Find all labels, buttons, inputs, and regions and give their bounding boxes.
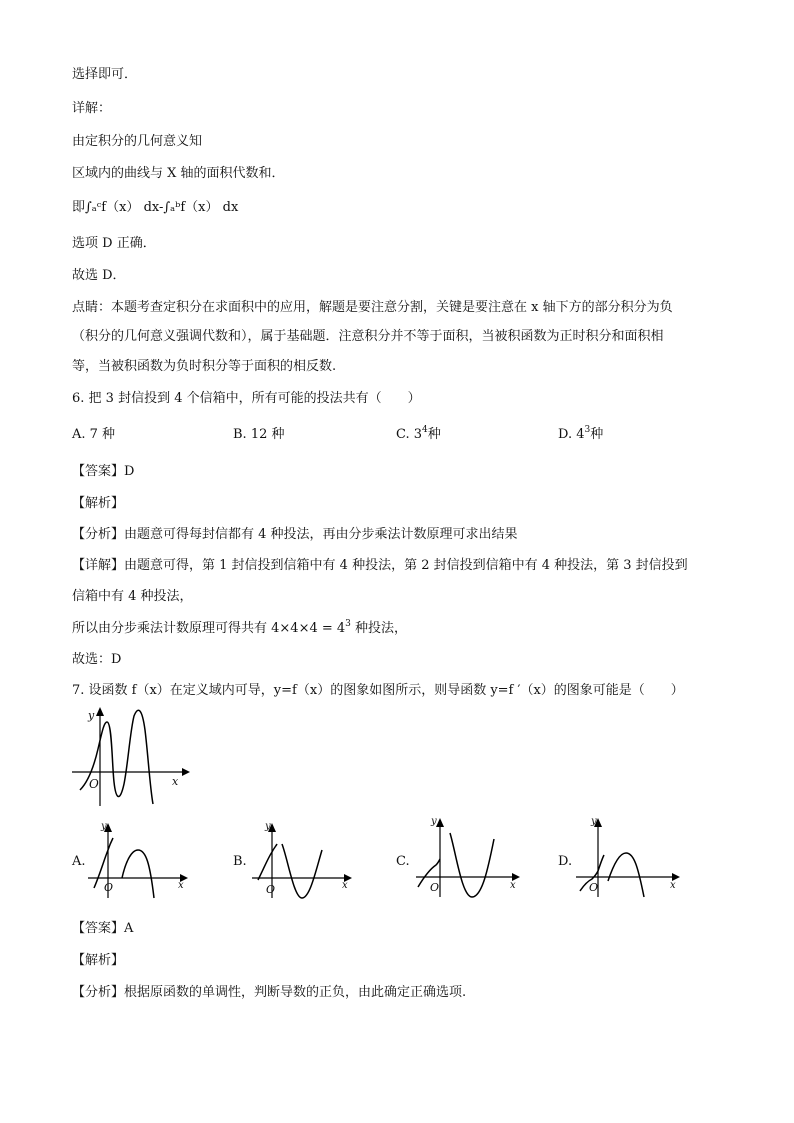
- option-6d-unit: 种: [590, 427, 604, 442]
- graph-b-y-label: y: [265, 821, 271, 832]
- graph-fx-y-label: y: [88, 709, 95, 722]
- xiangjie-6c-exp: 3: [345, 619, 351, 629]
- graph-b-origin-label: O: [266, 883, 276, 896]
- graph-fx-origin-label: O: [89, 777, 99, 791]
- question-6: 6. 把 3 封信投到 4 个信箱中，所有可能的投法共有（ ）: [72, 391, 421, 406]
- option-7b-label: B.: [233, 854, 247, 869]
- option-7c-label: C.: [396, 854, 410, 869]
- line-5: 即∫ₐᶜf（x） dx-∫ₐᵇf（x） dx: [72, 200, 239, 215]
- answer-6: 【答案】D: [72, 464, 135, 479]
- graph-c-x-label: x: [510, 880, 516, 891]
- graph-fx-x-label: x: [172, 775, 179, 788]
- line-1: 选择即可．: [72, 67, 138, 82]
- fenxi-6: 【分析】由题意可得每封信都有 4 种投法，再由分步乘法计数原理可求出结果: [72, 527, 518, 542]
- xiangjie-6b: 信箱中有 4 种投法，: [72, 589, 193, 604]
- line-6: 选项 D 正确．: [72, 236, 156, 251]
- line-2: 详解：: [72, 101, 112, 116]
- graph-a-origin-label: O: [104, 881, 114, 894]
- answer-7: 【答案】A: [72, 921, 134, 936]
- option-6c-exp: 4: [422, 425, 428, 435]
- graph-d-y-label: y: [591, 816, 597, 827]
- graph-c-origin-label: O: [430, 881, 440, 894]
- graph-a-x-label: x: [178, 880, 184, 891]
- graph-b-x-label: x: [342, 880, 348, 891]
- option-6d-base: D. 4: [558, 427, 585, 442]
- jiexi-6: 【解析】: [72, 496, 125, 511]
- xiangjie-6c: [72, 619, 407, 639]
- option-7a-label: A.: [72, 854, 86, 869]
- option-6a: A. 7 种: [72, 427, 116, 442]
- line-8: 点睛：本题考查定积分在求面积中的应用，解题是要注意分割，关键是要注意在 x 轴下方的部分积分为负: [72, 300, 673, 315]
- graph-d-x-label: x: [670, 880, 676, 891]
- fenxi-7: 【分析】根据原函数的单调性，判断导数的正负，由此确定正确选项.: [72, 985, 467, 1000]
- line-7: 故选 D．: [72, 268, 126, 283]
- option-7d-label: D.: [558, 854, 573, 869]
- line-3: 由定积分的几何意义知: [72, 134, 203, 149]
- question-7: 7. 设函数 f（x）在定义域内可导，y=f（x）的图象如图所示，则导函数 y=f ′（x）的图象可能是（ ）: [72, 683, 684, 698]
- option-6b: B. 12 种: [233, 427, 285, 442]
- xiangjie-6c-tail: 种投法，: [350, 621, 408, 636]
- option-6c: [396, 425, 441, 445]
- jiexi-7: 【解析】: [72, 953, 125, 968]
- option-6d-exp: 3: [584, 425, 591, 435]
- option-6c-base: C. 3: [396, 427, 423, 442]
- xiangjie-6c-text: 所以由分步乘法计数原理可得共有 4×4×4 = 4: [72, 621, 346, 636]
- line-9: （积分的几何意义强调代数和），属于基础题．注意积分并不等于面积，当被积函数为正时积分和面积相: [72, 329, 664, 344]
- graph-c-y-label: y: [431, 816, 437, 827]
- guxuan-6: 故选：D: [72, 652, 122, 667]
- option-6c-unit: 种: [427, 427, 441, 442]
- graph-a-y-label: y: [101, 821, 107, 832]
- graph-d-origin-label: O: [589, 881, 599, 894]
- option-6d: [558, 425, 603, 445]
- xiangjie-6a: 【详解】由题意可得，第 1 封信投到信箱中有 4 种投法，第 2 封信投到信箱中有 4 种投法，第 3 封信投到: [72, 558, 688, 573]
- line-10: 等，当被积函数为负时积分等于面积的相反数.: [72, 359, 337, 374]
- line-4: 区域内的曲线与 X 轴的面积代数和．: [72, 166, 285, 181]
